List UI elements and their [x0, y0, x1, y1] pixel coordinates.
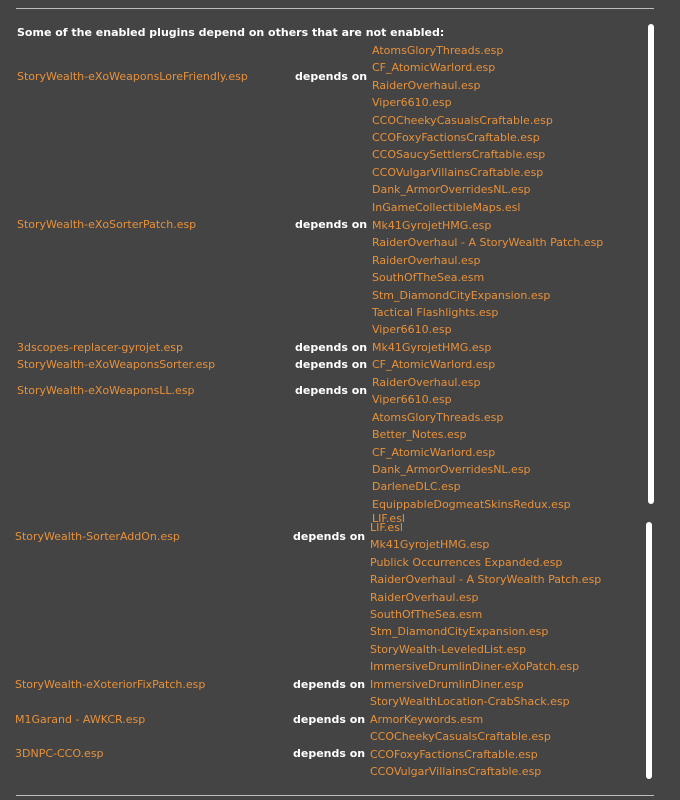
depends-on-label: depends on: [293, 678, 366, 691]
dependency-item: InGameCollectibleMaps.esl: [372, 200, 521, 214]
depends-on-label: depends on: [293, 530, 366, 543]
plugin-name: StoryWealth-eXoSorterPatch.esp: [17, 218, 197, 231]
depends-on-label: depends on: [295, 341, 368, 354]
depends-on-label: depends on: [295, 384, 368, 397]
plugin-name: 3DNPC-CCO.esp: [15, 747, 104, 760]
depends-on-label: depends on: [295, 218, 368, 231]
dependency-item: CCOCheekyCasualsCraftable.esp: [370, 730, 551, 744]
dependency-item: Dank_ArmorOverridesNL.esp: [372, 463, 531, 476]
dependency-item: DarleneDLC.esp: [372, 480, 461, 494]
dependency-item: CCOSaucySettlersCraftable.esp: [372, 148, 546, 162]
scrollbar-thumb[interactable]: [648, 24, 654, 504]
dependency-item: LIF.esl: [372, 512, 405, 525]
dependency-item: StoryWealth-LeveledList.esp: [370, 642, 527, 656]
dependency-item: Tactical Flashlights.esp: [372, 306, 499, 319]
depends-on-label: depends on: [293, 747, 366, 760]
bottom-divider: [16, 795, 654, 796]
dependency-item: CCOFoxyFactionsCraftable.esp: [370, 748, 538, 761]
dependency-item: Viper6610.esp: [372, 323, 452, 337]
dependency-item: CCOFoxyFactionsCraftable.esp: [372, 131, 540, 144]
dependency-item: SouthOfTheSea.esm: [372, 271, 485, 285]
dependency-item: Stm_DiamondCityExpansion.esp: [372, 288, 551, 302]
top-divider: [16, 8, 654, 9]
dependency-item: Viper6610.esp: [372, 393, 452, 407]
dependency-item: LIF.esl: [370, 521, 403, 534]
dependency-item: CCOVulgarVillainsCraftable.esp: [372, 165, 544, 179]
plugin-name: StoryWealth-eXoteriorFixPatch.esp: [15, 678, 206, 691]
dependency-item: EquippableDogmeatSkinsRedux.esp: [372, 497, 571, 511]
plugin-name: StoryWealth-SorterAddOn.esp: [15, 530, 180, 543]
plugin-name: StoryWealth-eXoWeaponsLoreFriendly.esp: [17, 70, 248, 83]
dependency-item: RaiderOverhaul.esp: [372, 78, 481, 92]
dependency-item: RaiderOverhaul.esp: [370, 590, 479, 604]
dependency-item: AtomsGloryThreads.esp: [372, 44, 504, 57]
plugin-name: StoryWealth-eXoWeaponsSorter.esp: [17, 358, 216, 371]
dependency-item: Mk41GyrojetHMG.esp: [372, 341, 492, 354]
dependency-item: SouthOfTheSea.esm: [370, 608, 483, 621]
dependency-item: Mk41GyrojetHMG.esp: [370, 538, 490, 552]
plugin-name: 3dscopes-replacer-gyrojet.esp: [17, 341, 183, 354]
depends-on-label: depends on: [295, 358, 368, 371]
dependency-item: CCOCheekyCasualsCraftable.esp: [372, 113, 553, 127]
dependency-item: CF_AtomicWarlord.esp: [372, 358, 496, 371]
dependency-item: RaiderOverhaul.esp: [372, 376, 481, 389]
dependency-item: Stm_DiamondCityExpansion.esp: [370, 625, 549, 639]
dependency-item: ImmersiveDrumlinDiner-eXoPatch.esp: [370, 660, 580, 674]
dependency-item: Viper6610.esp: [372, 96, 452, 110]
dependency-item: Publick Occurrences Expanded.esp: [370, 555, 563, 569]
dependency-item: Mk41GyrojetHMG.esp: [372, 219, 492, 232]
dependency-item: CCOVulgarVillainsCraftable.esp: [370, 765, 542, 779]
dependency-item: Better_Notes.esp: [372, 428, 467, 442]
dependency-item: AtomsGloryThreads.esp: [372, 410, 504, 424]
dialog-heading: Some of the enabled plugins depend on others that are not enabled:: [17, 26, 445, 39]
depends-on-label: depends on: [295, 70, 368, 83]
dependency-item: ArmorKeywords.esm: [370, 713, 484, 726]
dependency-item: RaiderOverhaul - A StoryWealth Patch.esp: [372, 236, 604, 250]
depends-on-label: depends on: [293, 713, 366, 726]
dependency-item: CF_AtomicWarlord.esp: [372, 61, 496, 75]
dependency-item: CF_AtomicWarlord.esp: [372, 445, 496, 459]
plugin-name: StoryWealth-eXoWeaponsLL.esp: [17, 384, 195, 397]
dependency-item: RaiderOverhaul.esp: [372, 253, 481, 267]
dependency-item: Dank_ArmorOverridesNL.esp: [372, 183, 531, 197]
plugin-name: M1Garand - AWKCR.esp: [15, 713, 146, 726]
dependency-item: RaiderOverhaul - A StoryWealth Patch.esp: [370, 573, 602, 587]
dependency-item: StoryWealthLocation-CrabShack.esp: [370, 695, 570, 709]
dependency-item: ImmersiveDrumlinDiner.esp: [370, 678, 524, 691]
scrollbar-thumb-secondary[interactable]: [646, 522, 652, 779]
